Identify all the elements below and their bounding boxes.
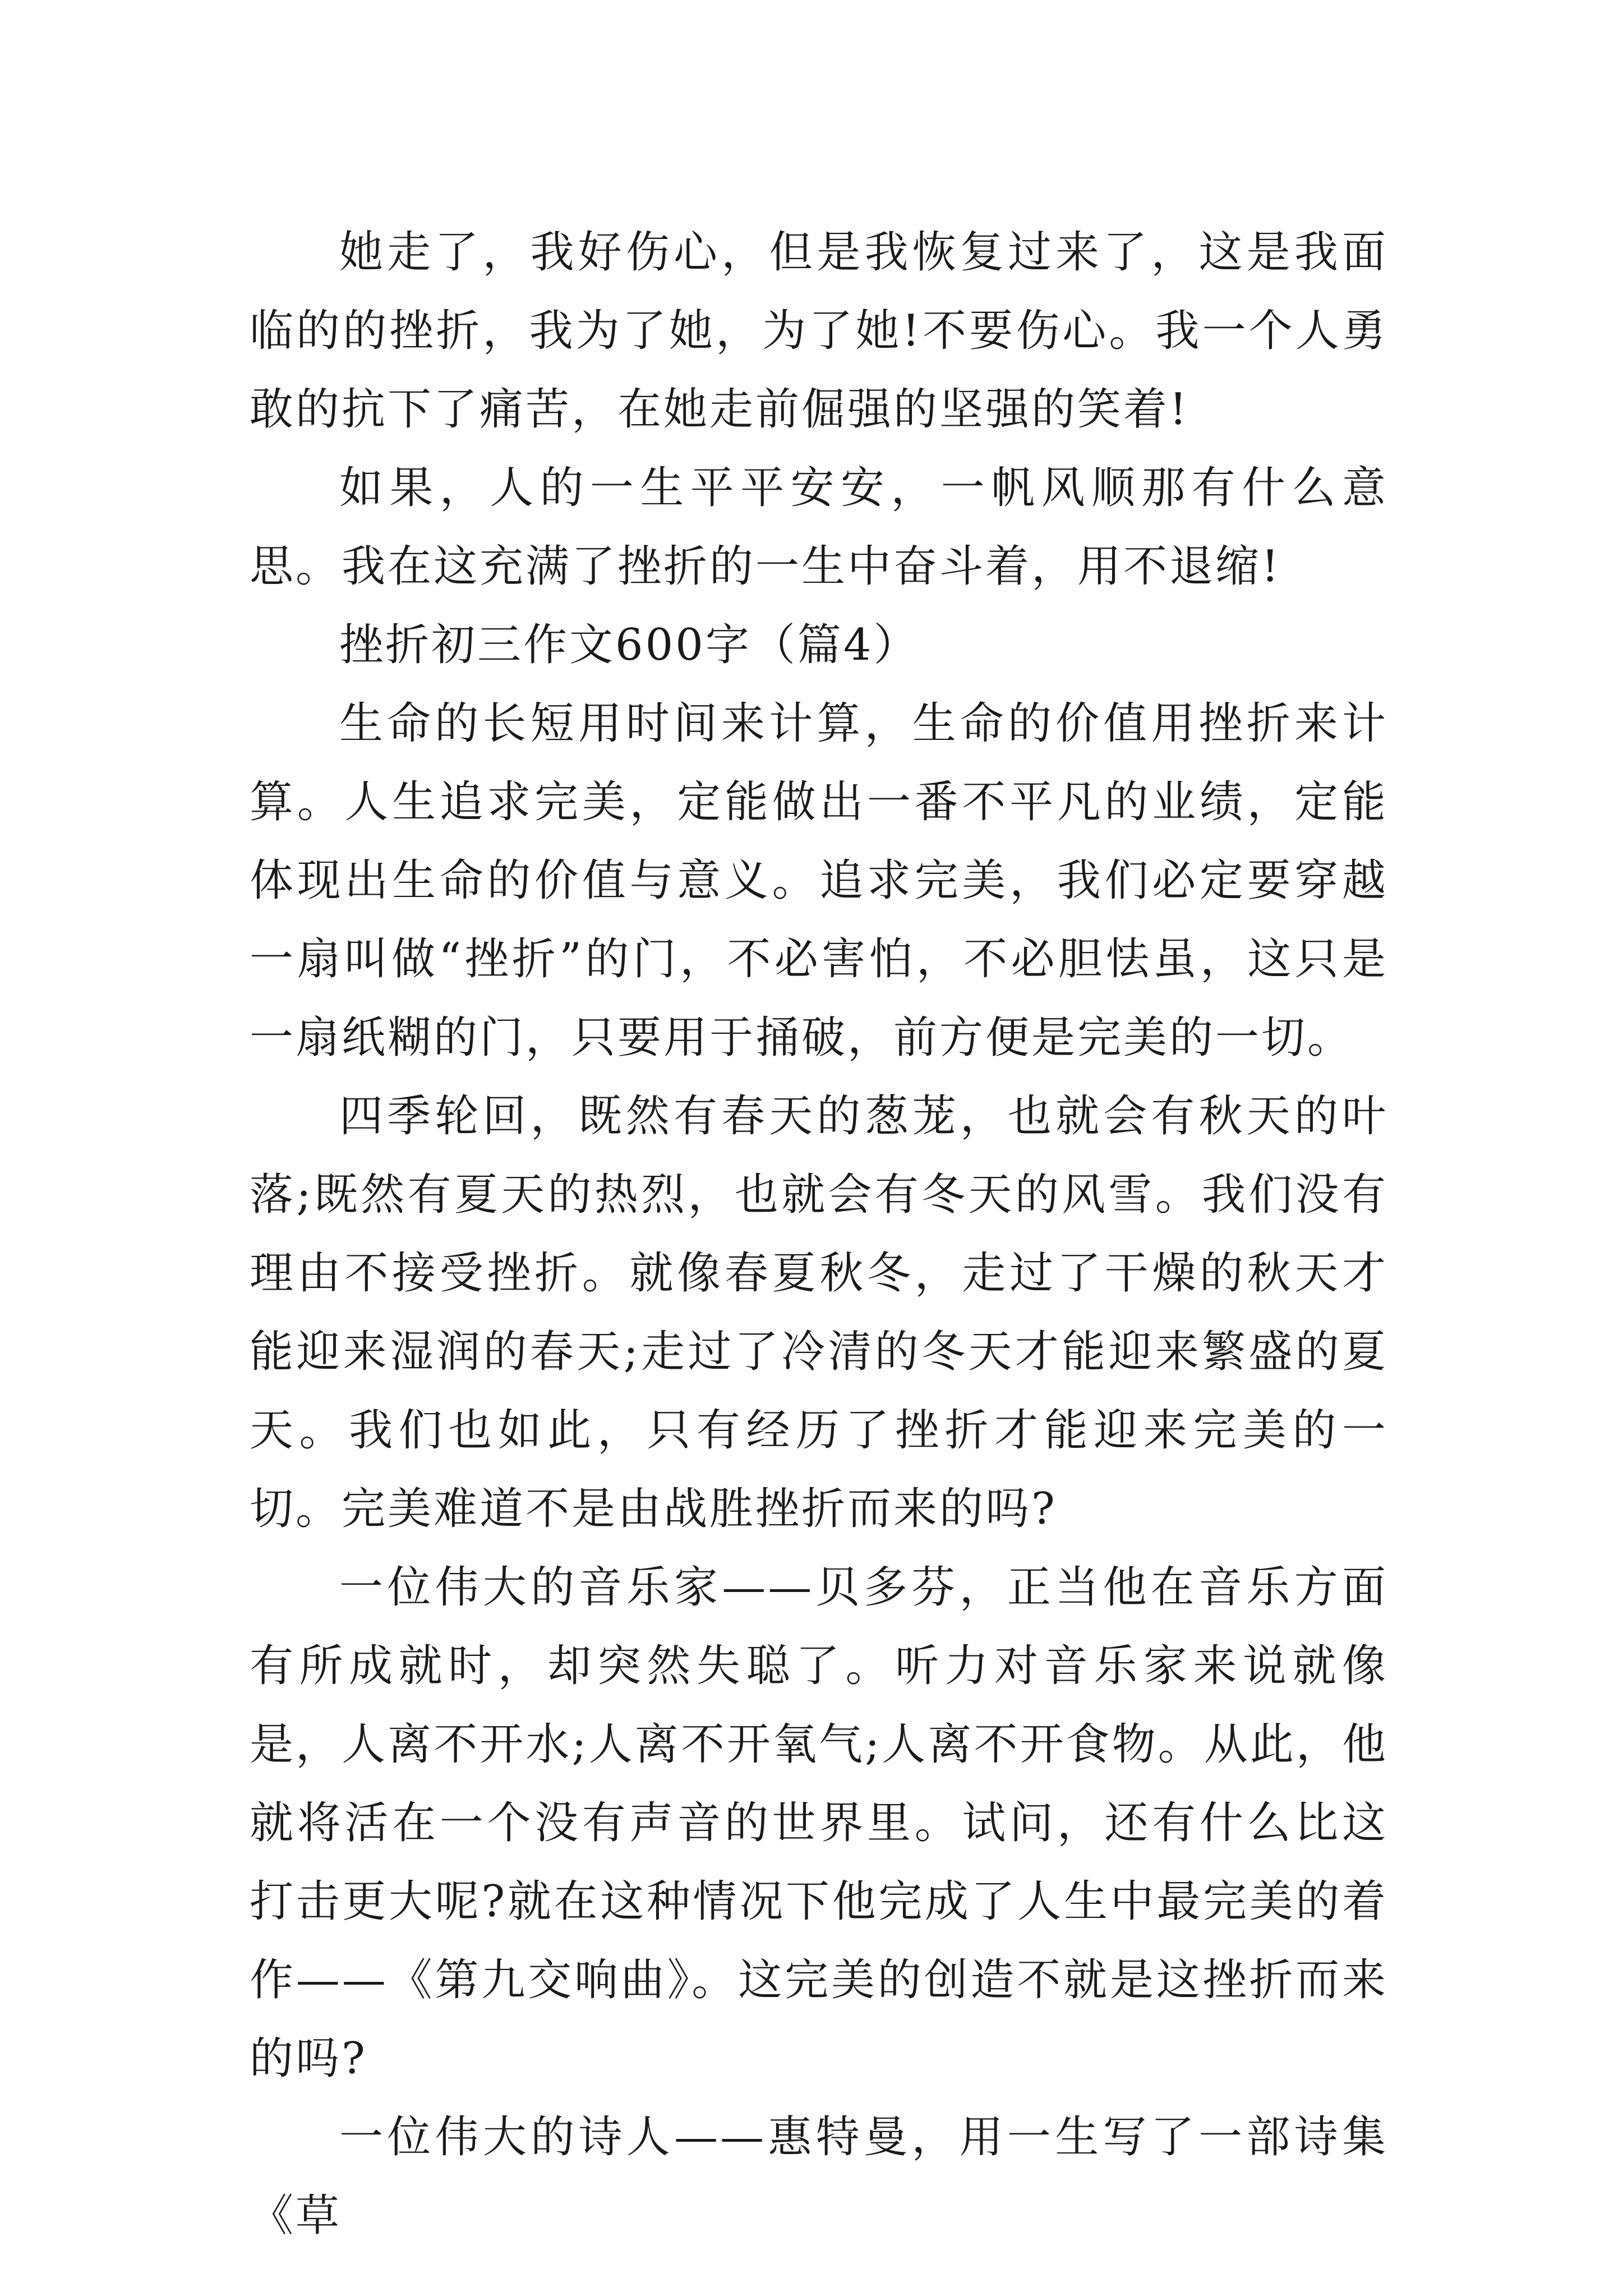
paragraph-3: 生命的长短用时间来计算，生命的价值用挫折来计算。人生追求完美，定能做出一番不平凡的业绩，定能体现出生命的价值与意义。追求完美，我们必定要穿越一扇叫做“挫折”的门，不必害怕，不必胆怯虽，这只是一扇纸糊的门，只要用于捅破，前方便是完美的一切。 (250, 698, 1388, 1063)
section-heading: 挫折初三作文600字（篇4） (339, 620, 920, 670)
paragraph-1: 她走了，我好伤心，但是我恢复过来了，这是我面临的的挫折，我为了她，为了她!不要伤心。我一个人勇敢的抗下了痛苦，在她走前倔强的坚强的笑着! (250, 227, 1388, 435)
paragraph-4: 四季轮回，既然有春天的葱茏，也就会有秋天的叶落;既然有夏天的热烈，也就会有冬天的风雪。我们没有理由不接受挫折。就像春夏秋冬，走过了干燥的秋天才能迎来湿润的春天;走过了冷清的冬天才能迎来繁盛的夏天。我们也如此，只有经历了挫折才能迎来完美的一切。完美难道不是由战胜挫折而来的吗? (250, 1091, 1388, 1534)
document-body (250, 213, 1388, 2255)
paragraph-6: 一位伟大的诗人——惠特曼，用一生写了一部诗集《草 (250, 2112, 1388, 2241)
paragraph-2: 如果，人的一生平平安安，一帆风顺那有什么意思。我在这充满了挫折的一生中奋斗着，用不退缩! (250, 463, 1388, 592)
paragraph-5: 一位伟大的音乐家——贝多芬，正当他在音乐方面有所成就时，却突然失聪了。听力对音乐家来说就像是，人离不开水;人离不开氧气;人离不开食物。从此，他就将活在一个没有声音的世界里。试问，还有什么比这打击更大呢?就在这种情况下他完成了人生中最完美的着作——《第九交响曲》。这完美的创造不就是这挫折而来的吗? (250, 1562, 1388, 2084)
